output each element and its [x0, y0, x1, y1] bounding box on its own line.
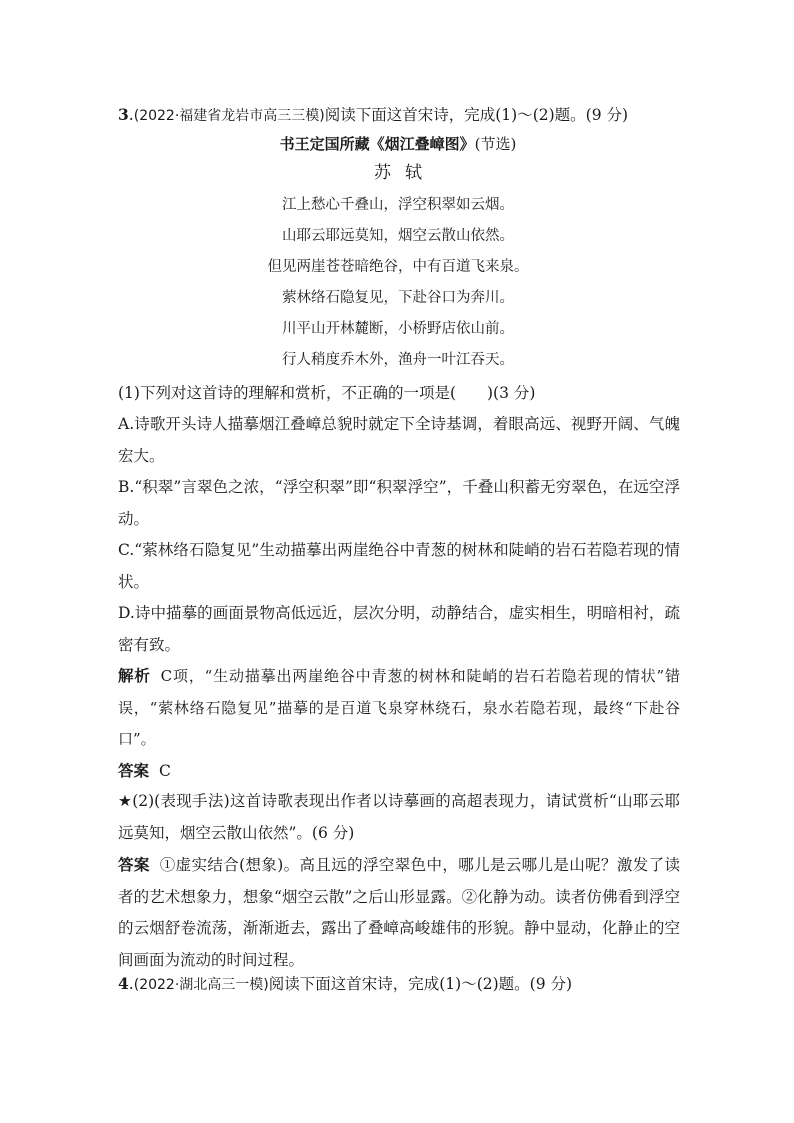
question-number: 4 — [118, 974, 129, 993]
question-instruction: 阅读下面这首宋诗，完成(1)～(2)题。(9 分) — [324, 106, 629, 124]
sub-question-1: (1)下列对这首诗的理解和赏析，不正确的一项是( )(3 分) — [118, 384, 536, 402]
question-4-header: 4.(2022·湖北高三一模)阅读下面这首宋诗，完成(1)～(2)题。(9 分) — [118, 974, 573, 993]
option-c: C.“萦林络石隐复见”生动描摹出两崖绝谷中青葱的树林和陡峭的岩石若隐若现的情状。 — [118, 541, 680, 591]
analysis-1 — [118, 660, 680, 756]
answer-text: ①虚实结合(想象)。高且远的浮空翠色中，哪儿是云哪儿是山呢？激发了读者的艺术想象力，想象“烟空云散”之后山形显露。②化静为动。读者仿佛看到浮空的云烟舒卷流荡，渐渐逝去，露出了叠嶂高峻雄伟的形貌。静中显动，化静止的空间画面为流动的时间过程。 — [118, 856, 680, 969]
sub-question-2 — [118, 786, 680, 849]
sub-question-2-text: (2)(表现手法)这首诗歌表现出作者以诗摹画的高超表现力，请试赏析“山耶云耶远莫知，烟空云散山依然”。(6 分) — [118, 792, 680, 842]
question-source: (2022·湖北高三一模) — [133, 977, 269, 993]
poem-line: 山耶云耶远莫知，烟空云散山依然。 — [282, 228, 514, 244]
answer-label: 答案 — [118, 761, 150, 780]
option-d: D.诗中描摹的画面景物高低远近，层次分明，动静结合，虚实相生，明暗相衬，疏密有致。 — [118, 604, 680, 654]
star-icon: ★ — [118, 792, 133, 810]
answer-2 — [118, 849, 680, 976]
question-source: (2022·福建省龙岩市高三三模) — [133, 108, 325, 124]
poem-title-note: (节选) — [474, 135, 517, 153]
answer-label: 答案 — [118, 855, 150, 874]
poem-line: 但见两崖苍苍暗绝谷，中有百道飞来泉。 — [267, 259, 529, 275]
question-3-header: 3.(2022·福建省龙岩市高三三模)阅读下面这首宋诗，完成(1)～(2)题。(9 分) — [118, 105, 629, 124]
question-number: 3 — [118, 105, 129, 124]
poem-line: 江上愁心千叠山，浮空积翠如云烟。 — [282, 197, 514, 213]
answer-text: C — [159, 762, 171, 780]
question-instruction: 阅读下面这首宋诗，完成(1)～(2)题。(9 分) — [268, 975, 573, 993]
poem-line: 行人稍度乔木外，渔舟一叶江吞天。 — [282, 352, 514, 368]
answer-1 — [118, 755, 680, 788]
option-b: B.“积翠”言翠色之浓，“浮空积翠”即“积翠浮空”，千叠山积蓄无穷翠色，在远空浮动。 — [118, 478, 680, 528]
poem-author: 苏轼 — [374, 163, 436, 183]
poem-title — [118, 133, 678, 155]
poem-line: 川平山开林麓断，小桥野店依山前。 — [282, 321, 514, 337]
analysis-label: 解析 — [118, 666, 151, 685]
poem-line: 萦林络石隐复见，下赴谷口为奔川。 — [282, 290, 514, 306]
analysis-text: C项，“生动描摹出两崖绝谷中青葱的树林和陡峭的岩石若隐若现的情状”错误，“萦林络石隐复见”描摹的是百道飞泉穿林绕石，泉水若隐若现，最终“下赴谷口”。 — [118, 667, 680, 748]
poem-title-main: 书王定国所藏《烟江叠嶂图》 — [279, 135, 475, 153]
option-a: A.诗歌开头诗人描摹烟江叠嶂总貌时就定下全诗基调，着眼高远、视野开阔、气魄宏大。 — [118, 415, 680, 465]
